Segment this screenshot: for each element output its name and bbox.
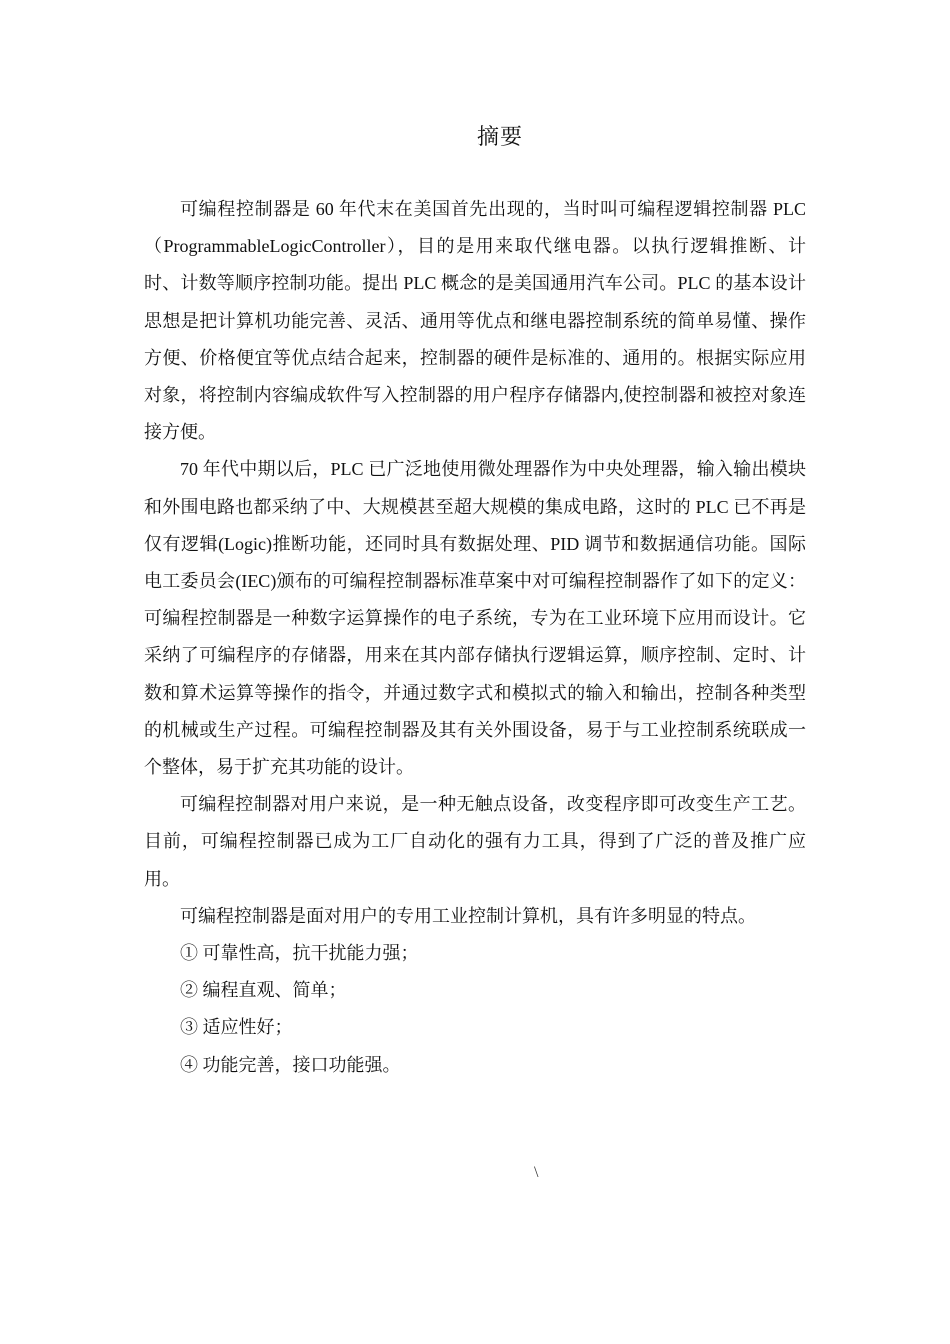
feature-item-programming: ② 编程直观、简单； [180, 980, 347, 1001]
document-body [144, 191, 806, 1084]
paragraph-plc-features-intro: 可编程控制器是面对用户的专用工业控制计算机，具有许多明显的特点。 [180, 905, 756, 926]
page-title: 摘要 [476, 124, 523, 149]
paragraph-plc-application: 可编程控制器对用户来说，是一种无触点设备，改变程序即可改变生产工艺。目前，可编程控制器已成为工厂自动化的强有力工具，得到了广泛的普及推广应用。 [144, 794, 806, 889]
paragraph-plc-origin: 可编程控制器是 60 年代末在美国首先出现的，当时叫可编程逻辑控制器 PLC（ProgrammableLogicController），目的是用来取代继电器。以执行逻辑推断、计时、计数等顺序控制功能。提出 PLC 概念的是美国通用汽车公司。PLC 的基本设计思想是把计算机功能完善、灵活、通用等优点和继电器控制系统的简单易懂、操作方便、价格便宜等优点结合起来，控制器的硬件是标准的、通用的。根据实际应用对象，将控制内容编成软件写入控制器的用户程序存储器内,使控制器和被控对象连接方便。 [144, 199, 806, 443]
feature-item-functionality: ④ 功能完善，接口功能强。 [180, 1054, 401, 1075]
feature-item-adaptability: ③ 适应性好； [180, 1017, 293, 1038]
paragraph-plc-development: 70 年代中期以后，PLC 已广泛地使用微处理器作为中央处理器，输入输出模块和外围电路也都采纳了中、大规模甚至超大规模的集成电路，这时的 PLC 已不再是仅有逻辑(Logic)推断功能，还同时具有数据处理、PID 调节和数据通信功能。国际电工委员会(IEC)颁布的可编程控制器标准草案中对可编程控制器作了如下的定义：可编程控制器是一种数字运算操作的电子系统，专为在工业环境下应用而设计。它采纳了可编程序的存储器，用来在其内部存储执行逻辑运算，顺序控制、定时、计数和算术运算等操作的指令，并通过数字式和模拟式的输入和输出，控制各种类型的机械或生产过程。可编程控制器及其有关外围设备，易于与工业控制系统联成一个整体，易于扩充其功能的设计。 [144, 459, 806, 778]
feature-item-reliability: ① 可靠性高，抗干扰能力强； [180, 943, 419, 964]
footer-mark: \ [534, 1164, 539, 1181]
